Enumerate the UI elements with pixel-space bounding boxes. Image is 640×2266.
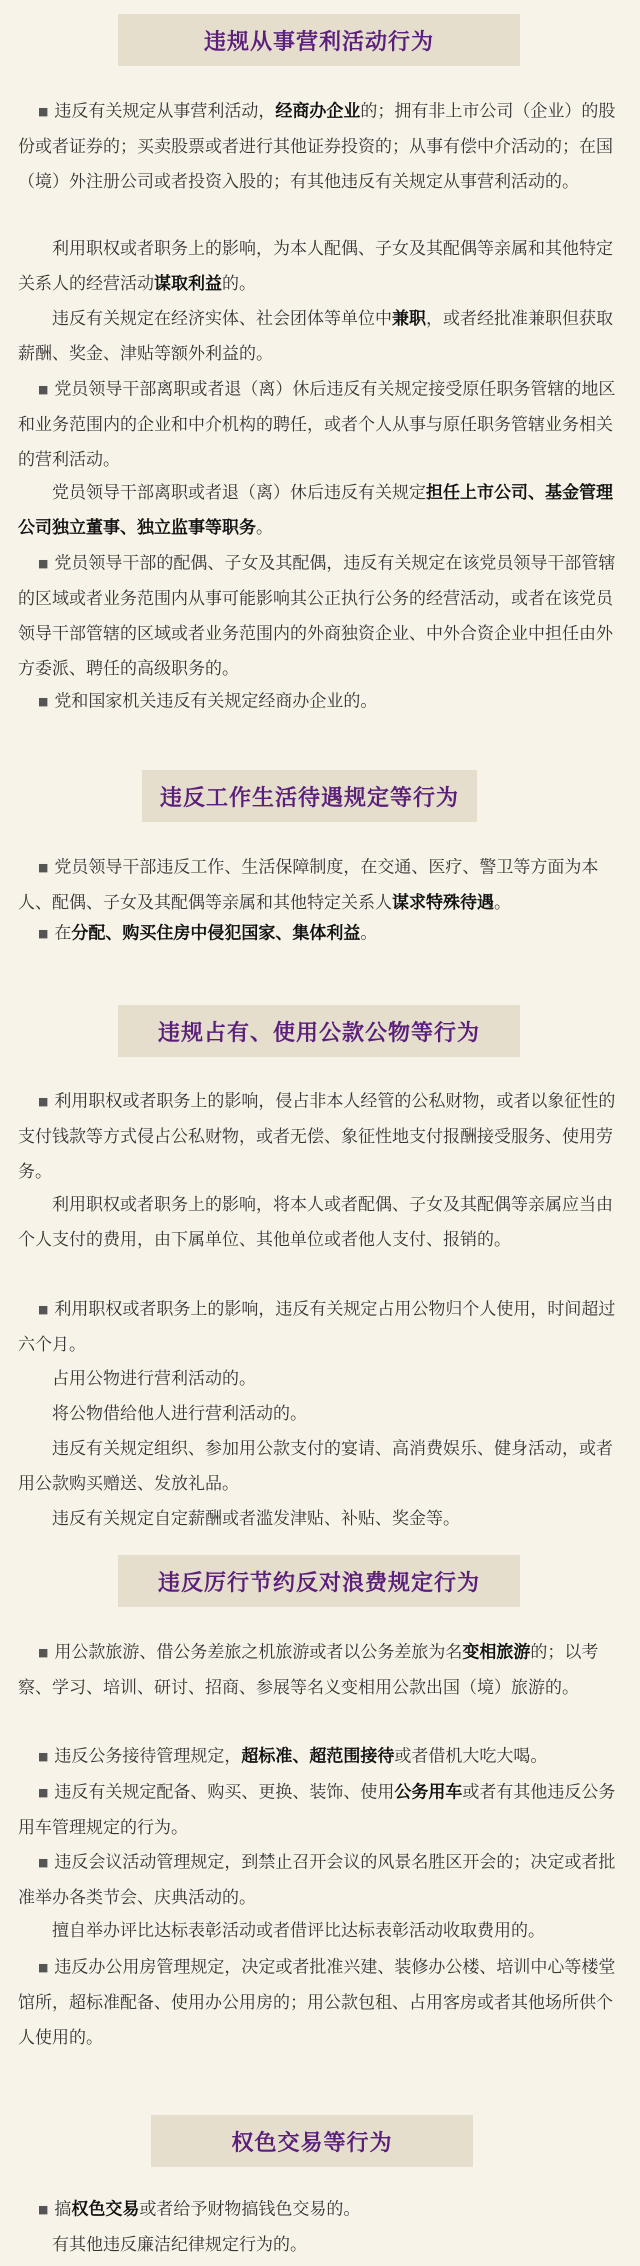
paragraph xyxy=(18,1775,626,1846)
paragraph xyxy=(18,1362,626,1397)
paragraph xyxy=(18,1739,626,1775)
paragraph xyxy=(18,1397,626,1432)
text: 违反有关规定组织、参加用公款支付的宴请、高消费娱乐、健身活动，或者用公款购买赠送、发放礼品。 xyxy=(18,1439,613,1494)
text: 占用公物进行营利活动的。 xyxy=(52,1369,256,1389)
text: 党员领导干部违反工作、生活保障制度，在交通、医疗、警卫等方面为本人、配偶、子女及其配偶等亲属和其他特定关系人 xyxy=(18,857,599,913)
bullet-icon: ■ xyxy=(38,105,49,118)
highlight-text: 谋求特殊待遇 xyxy=(392,892,494,913)
paragraph xyxy=(18,476,626,546)
text: 在 xyxy=(54,923,72,944)
text: 违反办公用房管理规定，决定或者批准兴建、装修办公楼、培训中心等楼堂馆所，超标准配备、使用办公用房的；用公款包租、占用客房或者其他场所供个人使用的。 xyxy=(18,1957,616,2048)
paragraph xyxy=(18,2192,626,2228)
highlight-text: 变相旅游 xyxy=(462,1642,531,1663)
paragraph xyxy=(18,302,626,372)
bullet-icon: ■ xyxy=(38,2203,49,2216)
paragraph xyxy=(18,916,626,952)
section-header xyxy=(118,14,520,66)
bullet-icon: ■ xyxy=(38,557,49,570)
text: 党员领导干部离职或者退（离）休后违反有关规定接受原任职务管辖的地区和业务范围内的企业和中介机构的聘任，或者个人从事与原任职务管辖业务相关的营利活动。 xyxy=(18,379,616,470)
text: 党员领导干部离职或者退（离）休后违反有关规定 xyxy=(52,483,426,503)
bullet-icon: ■ xyxy=(38,1961,49,1974)
highlight-text: 经商办企业 xyxy=(275,101,361,122)
paragraph xyxy=(18,1914,626,1949)
section-header xyxy=(142,770,477,822)
paragraph xyxy=(18,1502,626,1537)
paragraph xyxy=(18,1188,626,1258)
section-title: 违反厉行节约反对浪费规定行为 xyxy=(157,1570,480,1596)
section-title: 违规占有、使用公款公物等行为 xyxy=(157,1020,480,1046)
text: 用公款旅游、借公务差旅之机旅游或者以公务差旅为名 xyxy=(54,1642,463,1663)
text: 违反会议活动管理规定，到禁止召开会议的风景名胜区开会的；决定或者批准举办各类节会、庆典活动的。 xyxy=(18,1852,616,1908)
text: 利用职权或者职务上的影响，为本人配偶、子女及其配偶等亲属和其他特定关系人的经营活动 xyxy=(18,239,613,294)
bullet-icon: ■ xyxy=(38,927,49,940)
highlight-text: 兼职 xyxy=(392,309,426,329)
section-title: 违规从事营利活动行为 xyxy=(203,29,434,55)
text: 的。 xyxy=(222,274,256,294)
paragraph xyxy=(18,850,626,921)
text: 利用职权或者职务上的影响，违反有关规定占用公物归个人使用，时间超过六个月。 xyxy=(18,1299,616,1355)
text: 违反有关规定自定薪酬或者滥发津贴、补贴、奖金等。 xyxy=(52,1509,460,1529)
text: 擅自举办评比达标表彰活动或者借评比达标表彰活动收取费用的。 xyxy=(52,1921,545,1941)
bullet-icon: ■ xyxy=(38,1856,49,1869)
bullet-icon: ■ xyxy=(38,695,49,708)
paragraph xyxy=(18,1084,626,1190)
text: 。 xyxy=(360,923,378,944)
paragraph xyxy=(18,232,626,302)
text: 。 xyxy=(256,518,273,538)
highlight-text: 超标准、超范围接待 xyxy=(241,1746,395,1767)
bullet-icon: ■ xyxy=(38,861,49,874)
paragraph xyxy=(18,372,626,478)
text: 违反有关规定在经济实体、社会团体等单位中 xyxy=(52,309,392,329)
bullet-icon: ■ xyxy=(38,1786,49,1799)
bullet-icon: ■ xyxy=(38,1646,49,1659)
bullet-icon: ■ xyxy=(38,1095,49,1108)
paragraph xyxy=(18,1950,626,2056)
text: 违反公务接待管理规定， xyxy=(54,1746,242,1767)
paragraph xyxy=(18,1432,626,1502)
paragraph xyxy=(18,1845,626,1916)
highlight-text: 分配、购买住房中侵犯国家、集体利益 xyxy=(71,923,361,944)
section-header xyxy=(151,2115,473,2167)
bullet-icon: ■ xyxy=(38,1750,49,1763)
text: 党和国家机关违反有关规定经商办企业的。 xyxy=(54,691,378,712)
text: 将公物借给他人进行营利活动的。 xyxy=(52,1404,307,1424)
text: 或者借机大吃大喝。 xyxy=(394,1746,548,1767)
text: 的；拥有非上市公司（企业）的股份或者证券的；买卖股票或者进行其他证券投资的；从事有偿中介活动的；在国（境）外注册公司或者投资入股的；有其他违反有关规定从事营利活动的。 xyxy=(18,101,616,192)
text: 。 xyxy=(494,892,511,913)
text: 或者有其他违反公务用车管理规定的行为。 xyxy=(18,1782,616,1838)
highlight-text: 权色交易 xyxy=(71,2199,140,2220)
text: 利用职权或者职务上的影响，将本人或者配偶、子女及其配偶等亲属应当由个人支付的费用，由下属单位、其他单位或者他人支付、报销的。 xyxy=(18,1195,613,1250)
section-title: 违反工作生活待遇规定等行为 xyxy=(159,785,459,811)
paragraph xyxy=(18,2228,626,2263)
paragraph xyxy=(18,1635,626,1706)
text: ，或者经批准兼职但获取薪酬、奖金、津贴等额外利益的。 xyxy=(18,309,613,364)
text: 或者给予财物搞钱色交易的。 xyxy=(139,2199,361,2220)
highlight-text: 担任上市公司、基金管理公司独立董事、独立监事等职务 xyxy=(18,483,613,538)
highlight-text: 公务用车 xyxy=(394,1782,463,1803)
section-header xyxy=(118,1555,520,1607)
text: 利用职权或者职务上的影响，侵占非本人经管的公私财物，或者以象征性的支付钱款等方式侵占公私财物，或者无偿、象征性地支付报酬接受服务、使用劳务。 xyxy=(18,1091,616,1182)
section-header xyxy=(118,1005,520,1057)
highlight-text: 谋取利益 xyxy=(154,274,222,294)
paragraph xyxy=(18,94,626,200)
text: 有其他违反廉洁纪律规定行为的。 xyxy=(52,2235,307,2255)
paragraph xyxy=(18,684,626,720)
text: 搞 xyxy=(54,2199,72,2220)
text: 党员领导干部的配偶、子女及其配偶，违反有关规定在该党员领导干部管辖的区域或者业务范围内从事可能影响其公正执行公务的经营活动，或者在该党员领导干部管辖的区域或者业务范围内的外商独资企业、中外合资企业中担任由外方委派、聘任的高级职务的。 xyxy=(18,553,616,679)
text: 违反有关规定配备、购买、更换、装饰、使用 xyxy=(54,1782,395,1803)
bullet-icon: ■ xyxy=(38,1303,49,1316)
paragraph xyxy=(18,1292,626,1363)
text: 违反有关规定从事营利活动， xyxy=(54,101,276,122)
text: 的；以考察、学习、培训、研讨、招商、参展等名义变相用公款出国（境）旅游的。 xyxy=(18,1642,599,1698)
section-title: 权色交易等行为 xyxy=(231,2130,393,2156)
bullet-icon: ■ xyxy=(38,383,49,396)
paragraph xyxy=(18,546,626,687)
